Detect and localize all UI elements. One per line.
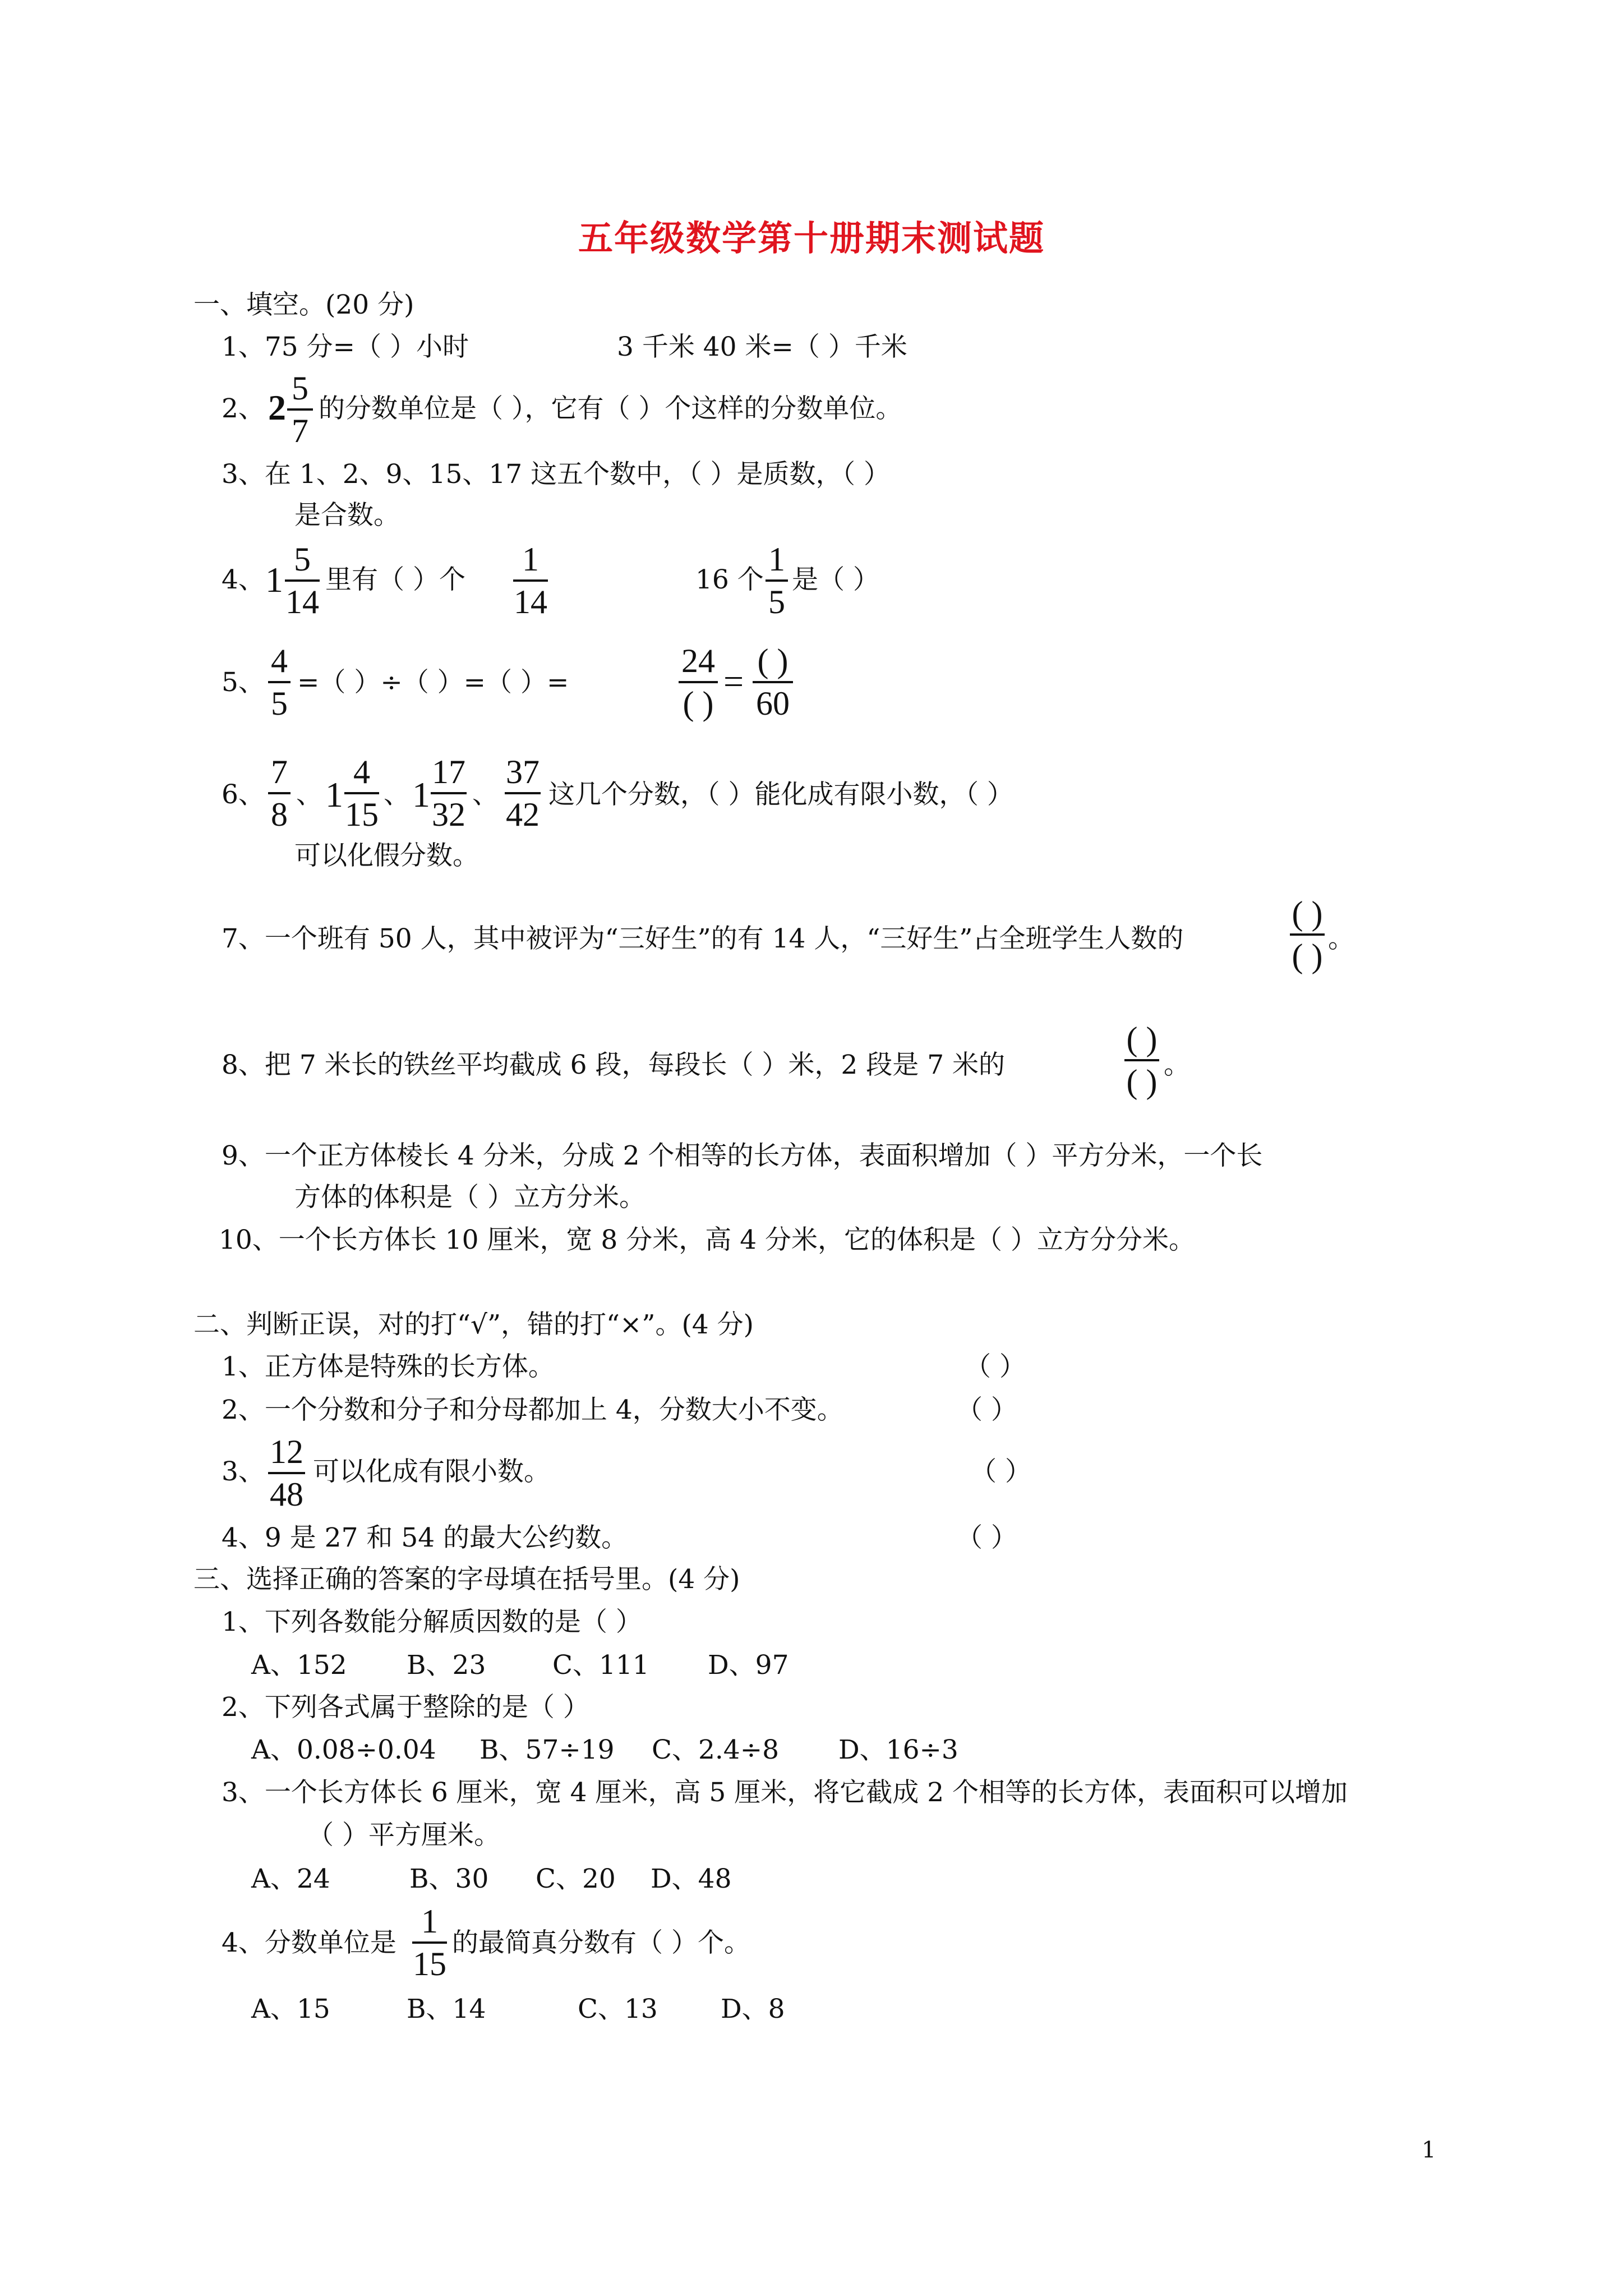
q8-end: 。 bbox=[1164, 1050, 1190, 1080]
q1-part-b: 3 千米 40 米=（ ）千米 bbox=[617, 332, 907, 362]
section2-heading: 二、判断正误，对的打“√”，错的打“×”。(4 分) bbox=[193, 1309, 754, 1340]
choice-q4-option-c: C、13 bbox=[578, 1994, 658, 2024]
q6-f1-num: 7 bbox=[271, 753, 288, 790]
q5-fraction2 bbox=[679, 644, 718, 720]
fraction-bar bbox=[268, 792, 291, 794]
choice-q1-option-c: C、111 bbox=[552, 1650, 649, 1681]
choice-q1-option-d: D、97 bbox=[708, 1650, 789, 1681]
q6-line2: 可以化假分数。 bbox=[294, 840, 479, 871]
judge-paren-2: （ ） bbox=[956, 1395, 1017, 1425]
choice-q2-text: 2、下列各式属于整除的是（ ） bbox=[222, 1692, 589, 1723]
judge-3-num: 12 bbox=[270, 1433, 303, 1470]
fraction-bar bbox=[766, 579, 788, 582]
fraction-bar bbox=[505, 792, 541, 794]
choice-q3-line2: （ ）平方厘米。 bbox=[307, 1820, 500, 1851]
q6-fraction2 bbox=[344, 755, 379, 831]
q4-fraction2 bbox=[513, 542, 548, 619]
q6-f4-den: 42 bbox=[506, 796, 540, 833]
choice-q4-prefix: 4、分数单位是 bbox=[222, 1927, 396, 1958]
q1-part-a: 1、75 分=（ ）小时 bbox=[222, 332, 469, 362]
q8-text: 8、把 7 米长的铁丝平均截成 6 段，每段长（ ）米，2 段是 7 米的 bbox=[222, 1050, 1006, 1080]
page-title: 五年级数学第十册期末测试题 bbox=[578, 218, 1045, 259]
q4-num: 5 bbox=[294, 541, 311, 578]
q9-line1: 9、一个正方体棱长 4 分米，分成 2 个相等的长方体，表面积增加（ ）平方分米，一个长 bbox=[222, 1140, 1263, 1171]
q6-f2-whole: 1 bbox=[325, 775, 343, 815]
q4-fraction3 bbox=[766, 542, 788, 619]
choice-q3-option-c: C、20 bbox=[536, 1864, 616, 1894]
judge-item-4: 4、9 是 27 和 54 的最大公约数。 bbox=[222, 1522, 628, 1553]
fraction-bar bbox=[513, 579, 548, 582]
q5-f2-num: 24 bbox=[681, 642, 715, 679]
q3-line1: 3、在 1、2、9、15、17 这五个数中，（ ）是质数，（ ） bbox=[222, 459, 890, 490]
q4-f2-num: 1 bbox=[522, 541, 539, 578]
q5-f2-den: ( ) bbox=[683, 685, 714, 722]
q6-f1-den: 8 bbox=[271, 796, 288, 833]
q9-line2: 方体的体积是（ ）立方分米。 bbox=[294, 1182, 645, 1213]
page-number: 1 bbox=[1422, 2137, 1436, 2163]
judge-item-3-fraction bbox=[268, 1435, 305, 1511]
q6-f2-num: 4 bbox=[353, 753, 370, 790]
choice-q4-option-a: A、15 bbox=[251, 1994, 330, 2024]
choice-q4-fraction bbox=[412, 1904, 447, 1981]
q4-b-post: 是（ ） bbox=[792, 564, 879, 595]
q4-fraction1 bbox=[285, 542, 320, 619]
q6-fraction3 bbox=[431, 755, 467, 831]
fraction-bar bbox=[431, 792, 467, 794]
q8-den: ( ) bbox=[1126, 1063, 1158, 1100]
choice-q2-option-c: C、2.4÷8 bbox=[652, 1734, 779, 1765]
q4-prefix: 4、 bbox=[222, 564, 265, 595]
q5-prefix: 5、 bbox=[222, 667, 265, 698]
choice-q2-option-b: B、57÷19 bbox=[479, 1734, 615, 1765]
q2-text: 的分数单位是（ ），它有（ ）个这样的分数单位。 bbox=[319, 393, 902, 424]
judge-item-1: 1、正方体是特殊的长方体。 bbox=[222, 1351, 555, 1382]
q5-num: 4 bbox=[271, 642, 288, 679]
q5-fraction1 bbox=[268, 644, 291, 720]
q4-mid: 里有（ ）个 bbox=[325, 564, 465, 595]
q2-whole: 2 bbox=[268, 388, 286, 427]
q6-text: 这几个分数，（ ）能化成有限小数，（ ） bbox=[548, 779, 1013, 810]
q5-f3-den: 60 bbox=[756, 685, 790, 722]
judge-item-2: 2、一个分数和分子和分母都加上 4，分数大小不变。 bbox=[222, 1395, 843, 1425]
judge-paren-4: （ ） bbox=[956, 1522, 1017, 1553]
q6-fraction4 bbox=[505, 755, 541, 831]
q8-fraction bbox=[1124, 1022, 1159, 1098]
fraction-bar bbox=[1290, 933, 1325, 936]
choice-q4-den: 15 bbox=[413, 1945, 446, 1982]
q5-den: 5 bbox=[271, 685, 288, 722]
q4-f3-num: 1 bbox=[768, 541, 785, 578]
q8-num: ( ) bbox=[1126, 1020, 1158, 1057]
choice-q3-option-a: A、24 bbox=[251, 1864, 330, 1894]
q2-fraction bbox=[287, 371, 313, 448]
choice-q2-option-a: A、0.08÷0.04 bbox=[251, 1734, 436, 1765]
fraction-bar bbox=[287, 408, 313, 411]
choice-q1-option-a: A、152 bbox=[251, 1650, 347, 1681]
q3-line2: 是合数。 bbox=[294, 500, 400, 531]
q7-den: ( ) bbox=[1292, 937, 1323, 974]
q6-sep1: 、 bbox=[296, 779, 322, 810]
judge-item-3-prefix: 3、 bbox=[222, 1456, 265, 1487]
q6-f2-den: 15 bbox=[345, 796, 379, 833]
q2-prefix: 2、 bbox=[222, 393, 265, 424]
choice-q3-line1: 3、一个长方体长 6 厘米，宽 4 厘米，高 5 厘米，将它截成 2 个相等的长方体，表面积可以增加 bbox=[222, 1777, 1348, 1808]
fraction-bar bbox=[412, 1941, 447, 1944]
q7-num: ( ) bbox=[1292, 895, 1323, 932]
q6-f3-den: 32 bbox=[432, 796, 465, 833]
q5-equation: =（ ）÷（ ）=（ ）= bbox=[297, 667, 569, 698]
judge-item-3-text: 可以化成有限小数。 bbox=[313, 1456, 550, 1487]
q7-fraction bbox=[1290, 896, 1325, 973]
section3-heading: 三、选择正确的答案的字母填在括号里。(4 分) bbox=[193, 1564, 740, 1595]
q6-sep2: 、 bbox=[384, 779, 410, 810]
q5-fraction3 bbox=[753, 644, 793, 720]
judge-paren-1: （ ） bbox=[965, 1351, 1026, 1382]
choice-q3-option-d: D、48 bbox=[651, 1864, 732, 1894]
choice-q1-text: 1、下列各数能分解质因数的是（ ） bbox=[222, 1607, 642, 1637]
section1-heading: 一、填空。(20 分) bbox=[193, 289, 414, 320]
q7-text: 7、一个班有 50 人，其中被评为“三好生”的有 14 人，“三好生”占全班学生人数的 bbox=[222, 923, 1184, 954]
q4-b-prefix: 16 个 bbox=[695, 564, 764, 595]
q6-prefix: 6、 bbox=[222, 779, 265, 810]
fraction-bar bbox=[679, 681, 718, 683]
q4-f2-den: 14 bbox=[514, 583, 547, 620]
q4-f3-den: 5 bbox=[768, 583, 785, 620]
q6-fraction1 bbox=[268, 755, 291, 831]
judge-paren-3: （ ） bbox=[970, 1456, 1031, 1487]
choice-q4-option-b: B、14 bbox=[407, 1994, 486, 2024]
q4-whole: 1 bbox=[265, 560, 283, 600]
fraction-bar bbox=[268, 1472, 305, 1474]
fraction-bar bbox=[268, 681, 291, 683]
q6-f3-whole: 1 bbox=[412, 775, 430, 815]
fraction-bar bbox=[285, 579, 320, 582]
choice-q4-option-d: D、8 bbox=[721, 1994, 785, 2024]
q5-f3-num: ( ) bbox=[757, 642, 789, 679]
q7-end: 。 bbox=[1328, 923, 1354, 954]
choice-q1-option-b: B、23 bbox=[407, 1650, 486, 1681]
choice-q4-text: 的最简真分数有（ ）个。 bbox=[452, 1927, 750, 1958]
fraction-bar bbox=[344, 792, 379, 794]
q5-equals: = bbox=[723, 661, 744, 701]
q6-f4-num: 37 bbox=[506, 753, 540, 790]
q6-f3-num: 17 bbox=[432, 753, 465, 790]
fraction-bar bbox=[753, 681, 793, 683]
q10-text: 10、一个长方体长 10 厘米，宽 8 分米，高 4 分米，它的体积是（ ）立方分分米。 bbox=[219, 1225, 1195, 1255]
q6-sep3: 、 bbox=[472, 779, 499, 810]
q2-num: 5 bbox=[292, 370, 308, 407]
choice-q3-option-b: B、30 bbox=[409, 1864, 489, 1894]
q4-den: 14 bbox=[285, 583, 319, 620]
judge-3-den: 48 bbox=[270, 1476, 303, 1513]
choice-q2-option-d: D、16÷3 bbox=[838, 1734, 958, 1765]
q2-den: 7 bbox=[292, 412, 308, 449]
fraction-bar bbox=[1124, 1059, 1159, 1061]
choice-q4-num: 1 bbox=[421, 1903, 438, 1940]
